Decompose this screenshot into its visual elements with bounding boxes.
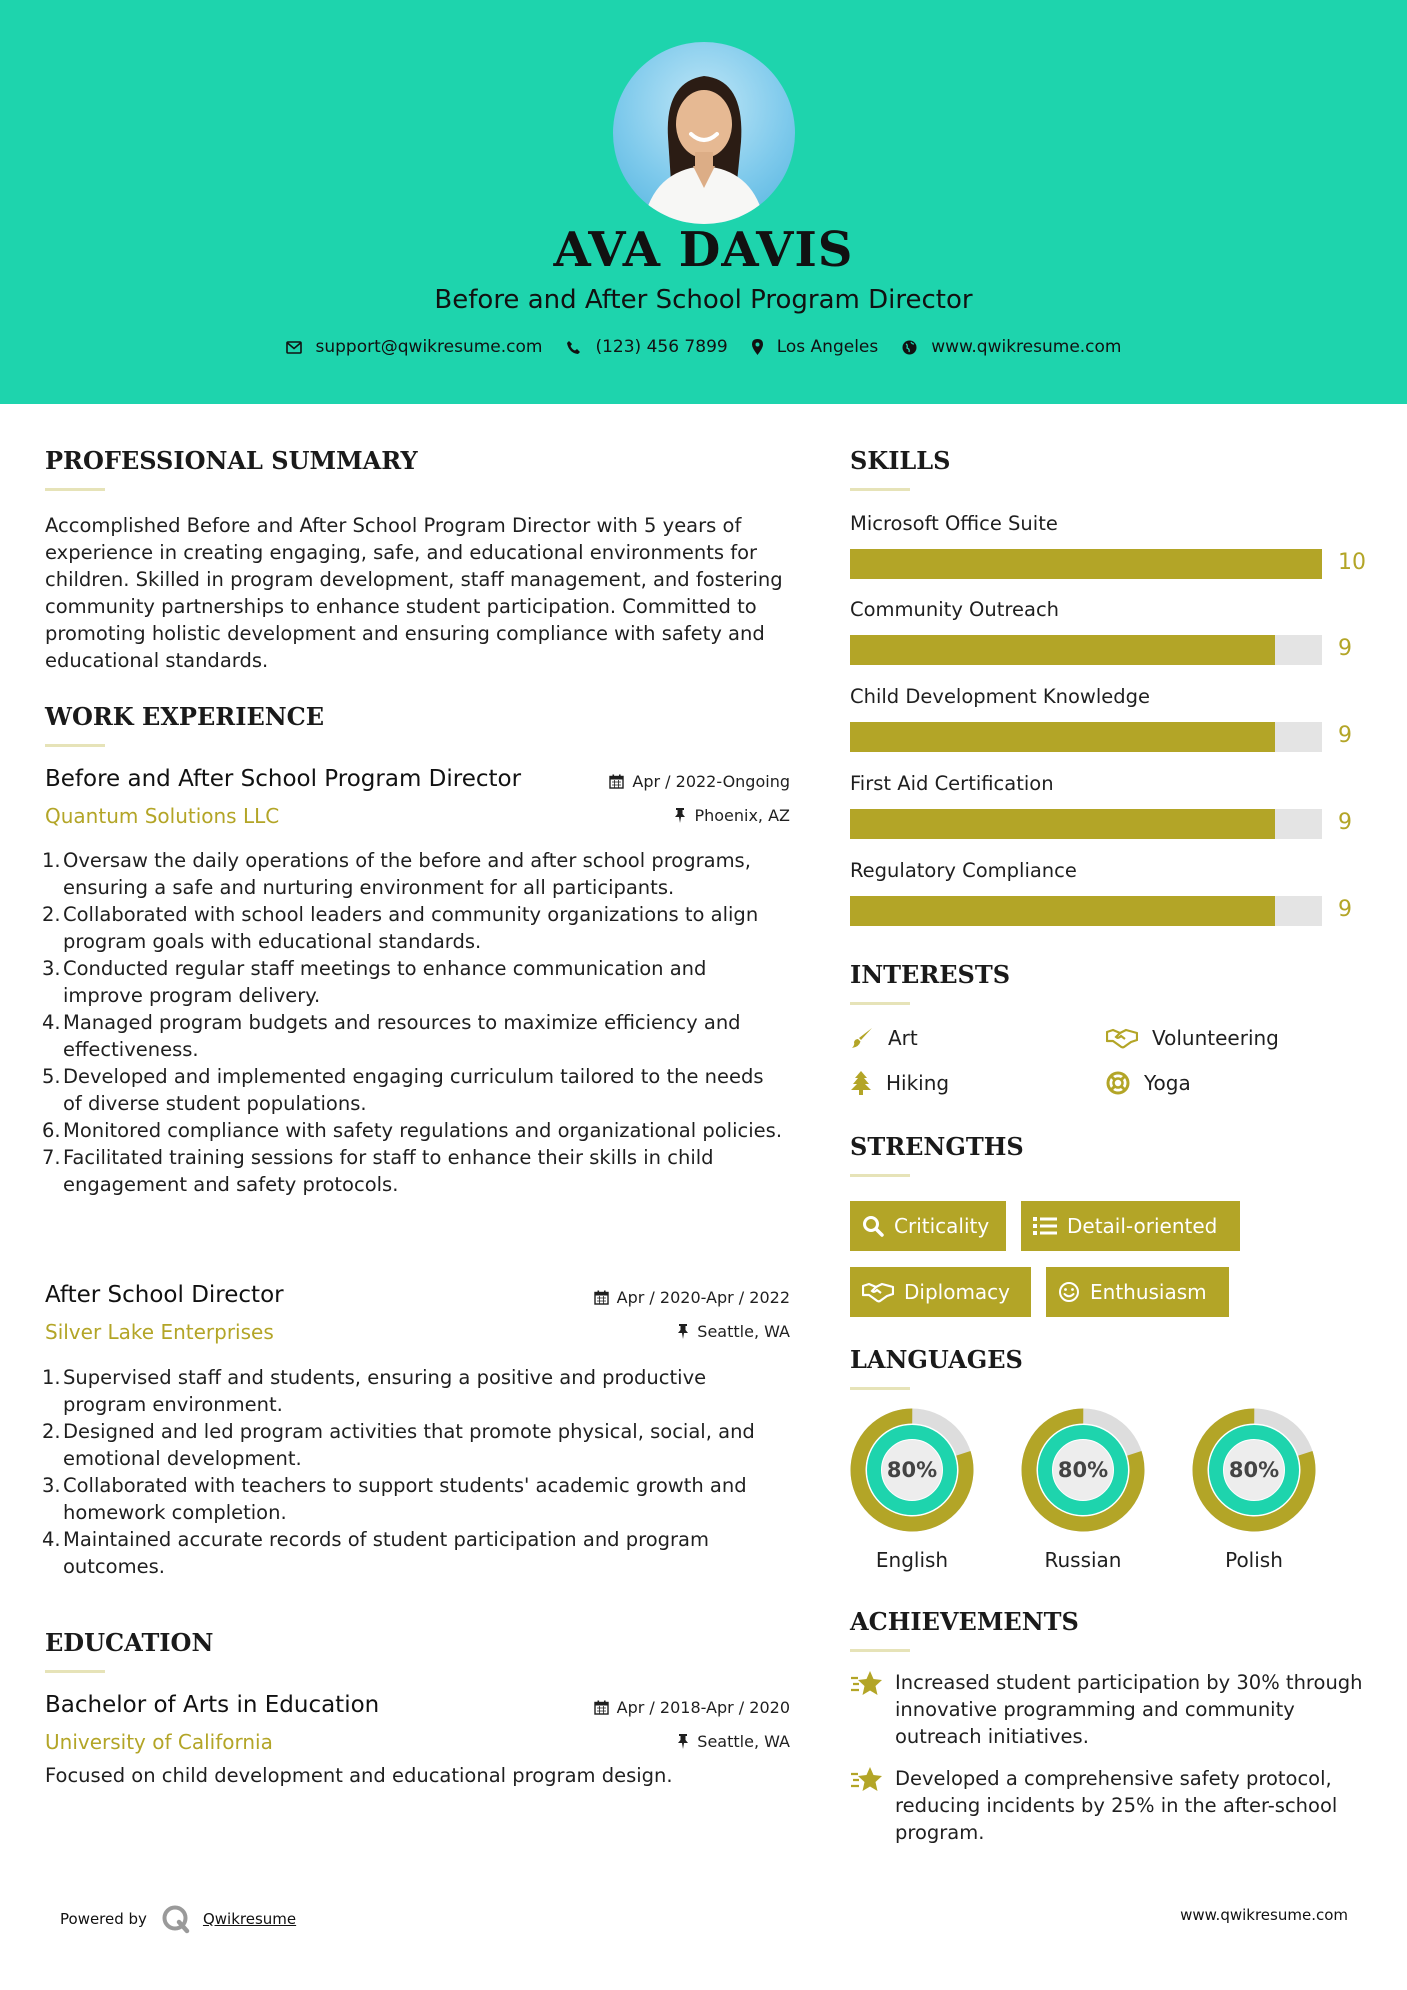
phone-icon — [566, 340, 581, 355]
strengths-heading: STRENGTHS — [850, 1132, 1024, 1161]
job-date — [594, 1288, 790, 1307]
skill-value: 9 — [1338, 723, 1352, 748]
education-description: Focused on child development and educational program design. — [45, 1764, 673, 1787]
language-english — [850, 1408, 974, 1572]
language-polish — [1192, 1408, 1316, 1572]
interest-label: Art — [888, 1026, 918, 1050]
job-role: Before and After School Program Director — [45, 766, 522, 792]
candidate-name: AVA DAVIS — [553, 222, 854, 278]
location-text: Los Angeles — [776, 337, 879, 357]
candidate-title: Before and After School Program Director — [434, 285, 973, 315]
strength-label: Enthusiasm — [1090, 1280, 1207, 1304]
qwikresume-logo-icon — [161, 1904, 191, 1934]
skill-bar — [850, 549, 1322, 579]
list-item: 5. Developed and implemented engaging curriculum tailored to the needs of diverse student populations. — [42, 1065, 764, 1115]
skill-bar-fill — [850, 635, 1275, 665]
strength-label: Detail-oriented — [1067, 1214, 1218, 1238]
list-item: 4. Maintained accurate records of student participation and program outcomes. — [42, 1528, 709, 1578]
pushpin-icon — [677, 1734, 689, 1749]
job-date-text: Apr / 2022-Ongoing — [632, 772, 790, 791]
language-russian — [1021, 1408, 1145, 1572]
achievement-item — [850, 1669, 1370, 1750]
job-role: After School Director — [45, 1282, 284, 1308]
list-item: 6. Monitored compliance with safety regulations and organizational policies. — [42, 1119, 783, 1142]
achievement-text: Developed a comprehensive safety protocol, reducing incidents by 25% in the after-school program. — [895, 1767, 1338, 1844]
education-date-text: Apr / 2018-Apr / 2020 — [616, 1698, 790, 1717]
skill-bar — [850, 896, 1322, 926]
interests-heading: INTERESTS — [850, 960, 1011, 989]
skill-name: Microsoft Office Suite — [850, 512, 1058, 535]
search-icon — [862, 1215, 884, 1237]
list-item: 2. Designed and led program activities that promote physical, social, and emotional development. — [42, 1420, 755, 1470]
job-location-text: Seattle, WA — [697, 1322, 790, 1341]
job-company: Quantum Solutions LLC — [45, 804, 280, 828]
interest-item-hiking — [850, 1071, 949, 1095]
list-item: 2. Collaborated with school leaders and community organizations to align program goals with educational standards. — [42, 903, 759, 953]
envelope-icon — [286, 341, 302, 354]
education-date — [594, 1698, 790, 1717]
achievements-rule — [850, 1649, 910, 1652]
globe-icon — [902, 340, 917, 355]
list-item: 3. Conducted regular staff meetings to enhance communication and improve program delivery. — [42, 957, 707, 1007]
job-bullets — [42, 1364, 785, 1580]
skill-name: First Aid Certification — [850, 772, 1054, 795]
language-name: English — [875, 1548, 949, 1572]
smile-icon — [1058, 1281, 1080, 1303]
skill-bar-fill — [850, 722, 1275, 752]
skill-name: Regulatory Compliance — [850, 859, 1077, 882]
language-percent: 80% — [886, 1458, 938, 1482]
language-percent: 80% — [1057, 1458, 1109, 1482]
skill-bar — [850, 722, 1322, 752]
list-item: 4. Managed program budgets and resources to maximize efficiency and effectiveness. — [42, 1011, 741, 1061]
skill-bar — [850, 635, 1322, 665]
skill-bar-fill — [850, 549, 1322, 579]
languages-heading: LANGUAGES — [850, 1345, 1023, 1374]
school: University of California — [45, 1730, 273, 1754]
skills-heading: SKILLS — [850, 446, 951, 475]
contact-email[interactable] — [286, 337, 543, 357]
skill-value: 9 — [1338, 897, 1352, 922]
language-name: Polish — [1225, 1548, 1283, 1572]
skills-rule — [850, 488, 910, 491]
language-percent: 80% — [1228, 1458, 1280, 1482]
contact-website[interactable] — [902, 337, 1121, 357]
interests-rule — [850, 1002, 910, 1005]
contact-bar — [0, 337, 1407, 357]
tree-icon — [850, 1071, 872, 1095]
skill-bar-fill — [850, 896, 1275, 926]
languages-rule — [850, 1387, 910, 1390]
pushpin-icon — [674, 808, 686, 823]
contact-phone[interactable] — [566, 337, 727, 357]
language-name: Russian — [1044, 1548, 1122, 1572]
achievement-text: Increased student participation by 30% through innovative programming and community outreach initiatives. — [895, 1671, 1363, 1748]
job-date-text: Apr / 2020-Apr / 2022 — [616, 1288, 790, 1307]
job-location-text: Phoenix, AZ — [694, 806, 790, 825]
job-location — [674, 806, 790, 825]
phone-text: (123) 456 7899 — [595, 337, 728, 357]
list-item: 1. Supervised staff and students, ensuring a positive and productive program environment. — [42, 1366, 707, 1416]
calendar-icon — [594, 1290, 609, 1305]
brand-link[interactable]: Qwikresume — [202, 1910, 297, 1928]
achievement-item — [850, 1765, 1370, 1846]
strength-tag-criticality — [850, 1201, 1006, 1251]
person-silhouette-icon — [613, 42, 795, 224]
lifering-icon — [1106, 1071, 1130, 1095]
calendar-icon — [594, 1700, 609, 1715]
interest-item-volunteering — [1106, 1026, 1279, 1050]
education-location-text: Seattle, WA — [697, 1732, 790, 1751]
interest-label: Yoga — [1144, 1071, 1191, 1095]
strength-label: Criticality — [894, 1214, 990, 1238]
map-marker-icon — [752, 339, 763, 355]
strength-tag-enthusiasm — [1046, 1267, 1229, 1317]
job-bullets — [42, 847, 785, 1198]
skill-value: 9 — [1338, 810, 1352, 835]
paintbrush-icon — [850, 1026, 874, 1050]
handshake-icon — [1106, 1027, 1138, 1049]
summary-heading: PROFESSIONAL SUMMARY — [45, 446, 418, 475]
footer-powered-by — [60, 1904, 296, 1934]
strength-tag-detail-oriented — [1021, 1201, 1240, 1251]
skill-bar — [850, 809, 1322, 839]
skill-value: 10 — [1338, 550, 1366, 575]
degree: Bachelor of Arts in Education — [45, 1692, 380, 1718]
interest-item-yoga — [1106, 1071, 1191, 1095]
experience-rule — [45, 744, 105, 747]
job-company: Silver Lake Enterprises — [45, 1320, 274, 1344]
powered-by-text: Powered by — [60, 1910, 147, 1928]
summary-text: Accomplished Before and After School Program Director with 5 years of experience in creating engaging, safe, and educational environments for children. Skilled in program development, staff management, and fostering community partnerships to enhance student participation. Committed to promoting holistic development and ensuring compliance with safety and educational standards. — [45, 514, 783, 672]
education-heading: EDUCATION — [45, 1628, 214, 1657]
experience-heading: WORK EXPERIENCE — [45, 702, 325, 731]
interest-label: Hiking — [886, 1071, 950, 1095]
list-item: 3. Collaborated with teachers to support students' academic growth and homework completion. — [42, 1474, 747, 1524]
summary-rule — [45, 488, 105, 491]
star-icon — [850, 1765, 884, 1793]
list-icon — [1033, 1216, 1057, 1236]
skill-bar-fill — [850, 809, 1275, 839]
job-location — [677, 1322, 790, 1341]
strength-tag-diplomacy — [850, 1267, 1031, 1317]
skill-name: Community Outreach — [850, 598, 1060, 621]
job-date — [609, 772, 790, 791]
handshake-icon — [862, 1281, 894, 1303]
star-icon — [850, 1669, 884, 1697]
skill-name: Child Development Knowledge — [850, 685, 1151, 708]
resume-header — [0, 0, 1407, 404]
list-item: 7. Facilitated training sessions for staff to enhance their skills in child engagement and safety protocols. — [42, 1146, 714, 1196]
interest-item-art — [850, 1026, 918, 1050]
education-rule — [45, 1670, 105, 1673]
interest-label: Volunteering — [1152, 1026, 1279, 1050]
pushpin-icon — [677, 1324, 689, 1339]
education-location — [677, 1732, 790, 1751]
achievements-heading: ACHIEVEMENTS — [850, 1607, 1079, 1636]
contact-location — [752, 337, 879, 357]
calendar-icon — [609, 774, 624, 789]
email-text: support@qwikresume.com — [315, 337, 543, 357]
skill-value: 9 — [1338, 636, 1352, 661]
website-text: www.qwikresume.com — [931, 337, 1122, 357]
list-item: 1. Oversaw the daily operations of the before and after school programs, ensuring a safe and nurturing environment for all participants. — [42, 849, 751, 899]
footer-website[interactable]: www.qwikresume.com — [1180, 1906, 1348, 1924]
profile-photo — [613, 42, 795, 224]
strength-label: Diplomacy — [904, 1280, 1011, 1304]
strengths-rule — [850, 1174, 910, 1177]
